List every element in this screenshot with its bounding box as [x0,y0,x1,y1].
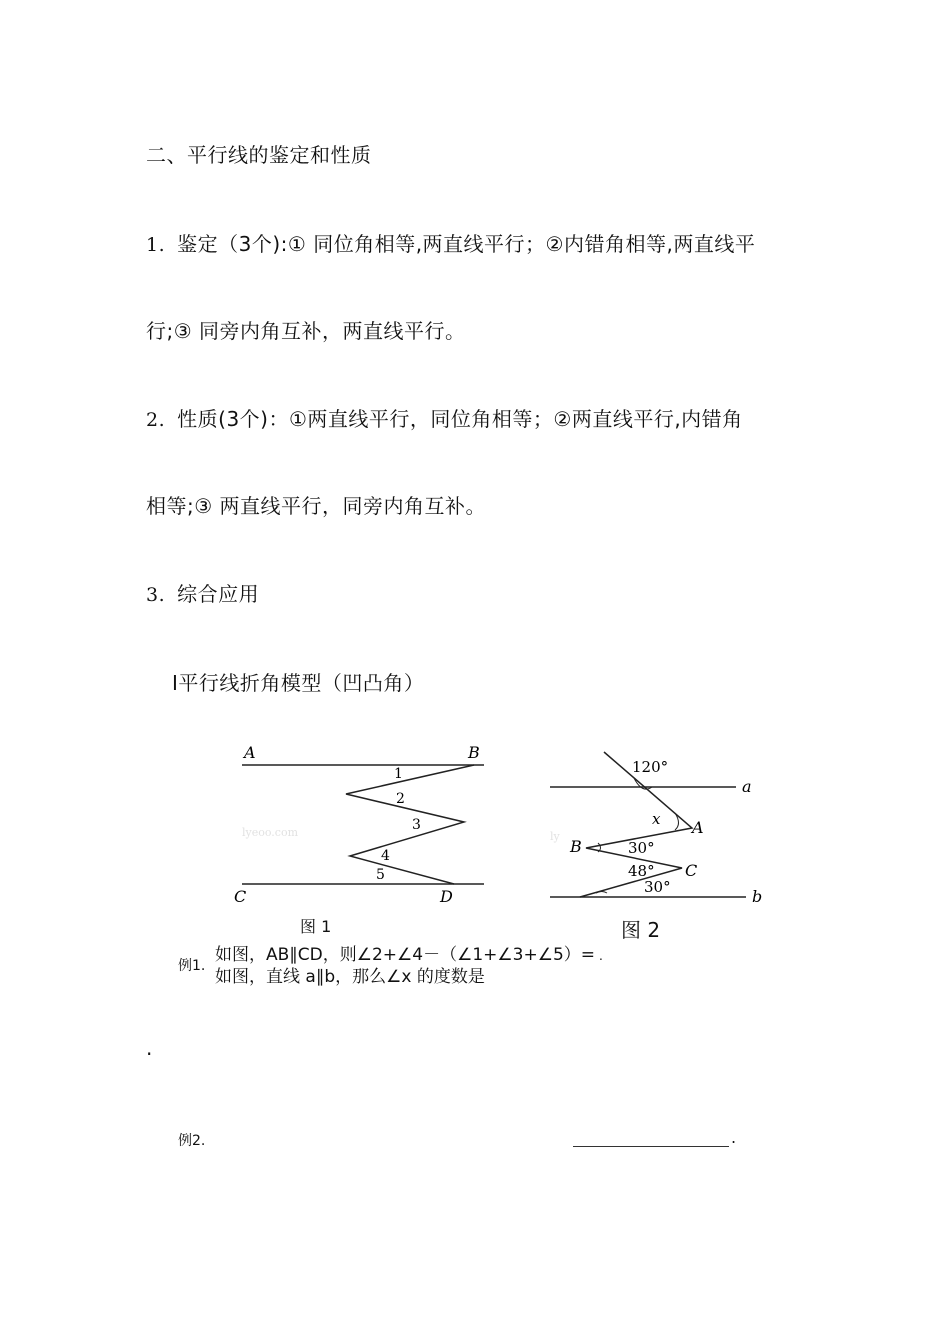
angle-5: 5 [376,867,385,883]
stray-dot: . [146,1036,153,1060]
angle-1: 1 [394,766,403,782]
point-B: B [468,743,480,762]
point-A: A [244,743,256,762]
example-2-question: 如图，直线 a∥b，那么∠x 的度数是 [215,967,485,987]
item-2-number: 2. [146,409,166,431]
example-2-answer-blank[interactable] [573,1128,729,1147]
angle-4: 4 [381,848,390,864]
point-D: D [440,887,453,906]
label-B: B [570,837,582,856]
item-1-line-2: 行;③ 同旁内角互补，两直线平行。 [146,319,466,343]
example-2-label: 例2. [178,1133,206,1149]
watermark: lyeoo.com [242,826,299,839]
zigzag-line [346,765,474,884]
example-1-label: 例1. [178,958,206,974]
angle-48: 48° [628,862,655,880]
example-2-tail: . [731,1128,737,1147]
watermark: ly [550,830,560,843]
figure-2-diagram [544,740,774,916]
label-x: x [652,810,661,828]
angle-120: 120° [632,758,669,776]
item-1-number: 1. [146,234,166,256]
model-title: Ⅰ平行线折角模型（凹凸角） [172,671,425,695]
item-2-text: 性质(3个)：①两直线平行，同位角相等；②两直线平行,内错角 [177,407,743,431]
item-2-line-1 [146,403,743,432]
label-A: A [692,818,704,837]
figure-2-caption: 图 2 [621,918,661,942]
item-1-line-1 [146,228,755,257]
label-a: a [742,777,752,796]
section-heading: 二、平行线的鉴定和性质 [146,143,372,167]
example-1-tail: . [599,949,603,963]
label-b: b [752,887,763,906]
item-3-number: 3. [146,584,166,606]
item-3-line-1 [146,578,259,607]
figure-1-caption: 图 1 [300,917,332,936]
angle-3: 3 [412,817,421,833]
item-3-text: 综合应用 [177,582,260,606]
angle-30-upper: 30° [628,839,655,857]
angle-2: 2 [396,791,405,807]
figure-1-diagram [228,736,498,916]
point-C: C [234,887,247,906]
angle-30-lower: 30° [644,878,671,896]
item-2-line-2: 相等;③ 两直线平行，同旁内角互补。 [146,494,487,518]
example-1-text: 如图，AB∥CD，则∠2+∠4－（∠1+∠3+∠5）= [215,945,596,965]
label-C: C [685,861,698,880]
item-1-text: 鉴定（3个):① 同位角相等,两直线平行；②内错角相等,两直线平 [177,232,756,256]
